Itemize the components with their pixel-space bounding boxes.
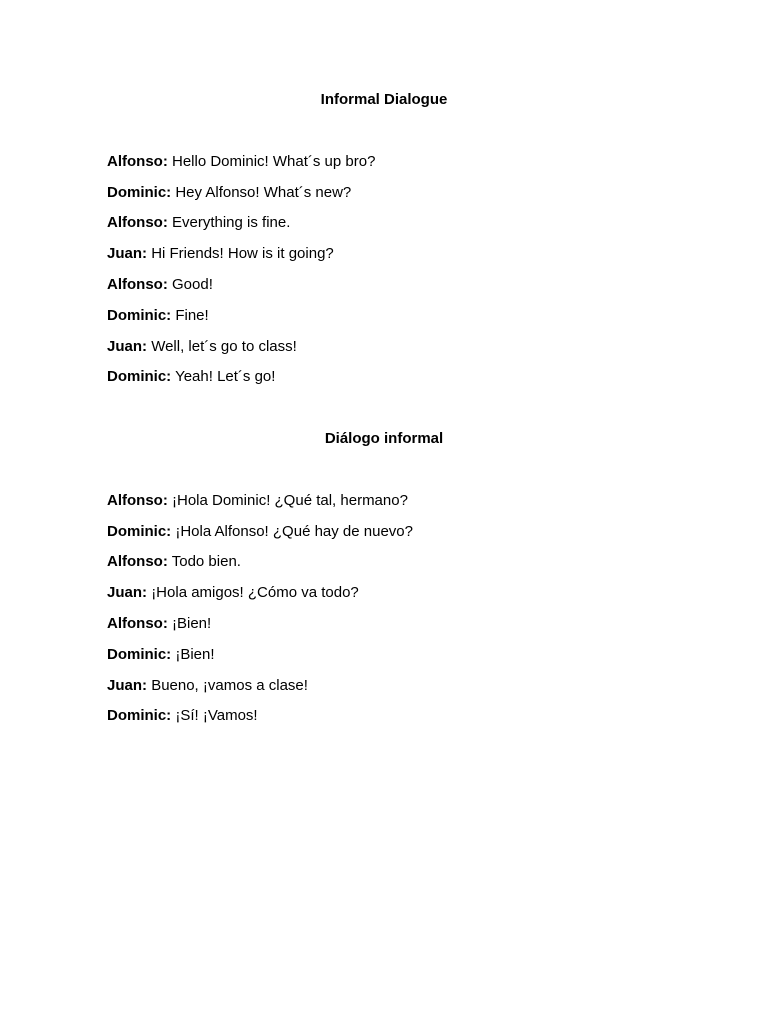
spanish-title: Diálogo informal — [324, 430, 444, 447]
speaker-label: Dominic: — [107, 646, 172, 663]
speaker-label: Dominic: — [107, 184, 172, 201]
spanish-line-1 — [107, 492, 408, 510]
speaker-label: Dominic: — [107, 707, 172, 724]
dialogue-text: Hey Alfonso! What´s new? — [175, 184, 352, 201]
english-line-8 — [107, 368, 275, 386]
spanish-line-3 — [107, 553, 241, 571]
dialogue-text: ¡Hola amigos! ¿Cómo va todo? — [151, 584, 359, 601]
english-line-2 — [107, 184, 351, 202]
dialogue-text: ¡Bien! — [175, 646, 215, 663]
speaker-label: Alfonso: — [107, 276, 168, 293]
dialogue-text: ¡Bien! — [172, 615, 212, 632]
spanish-line-6 — [107, 646, 215, 664]
speaker-label: Alfonso: — [107, 214, 168, 231]
speaker-label: Dominic: — [107, 368, 172, 385]
english-line-4 — [107, 245, 334, 263]
english-line-7 — [107, 338, 297, 356]
speaker-label: Dominic: — [107, 307, 172, 324]
dialogue-text: Yeah! Let´s go! — [175, 368, 276, 385]
dialogue-text: Good! — [172, 276, 213, 293]
english-line-6 — [107, 307, 209, 325]
dialogue-text: Fine! — [175, 307, 209, 324]
spanish-line-7 — [107, 677, 308, 695]
english-line-1 — [107, 153, 375, 171]
speaker-label: Dominic: — [107, 523, 172, 540]
dialogue-text: Todo bien. — [171, 553, 241, 570]
speaker-label: Juan: — [107, 584, 148, 601]
dialogue-text: Hello Dominic! What´s up bro? — [172, 153, 376, 170]
dialogue-text: Bueno, ¡vamos a clase! — [151, 677, 308, 694]
english-line-5 — [107, 276, 213, 294]
english-line-3 — [107, 214, 290, 232]
speaker-label: Juan: — [107, 338, 148, 355]
dialogue-text: Hi Friends! How is it going? — [151, 245, 334, 262]
dialogue-text: ¡Hola Dominic! ¿Qué tal, hermano? — [172, 492, 408, 509]
speaker-label: Juan: — [107, 677, 148, 694]
speaker-label: Juan: — [107, 245, 148, 262]
dialogue-text: ¡Hola Alfonso! ¿Qué hay de nuevo? — [175, 523, 413, 540]
spanish-line-2 — [107, 523, 413, 541]
dialogue-text: Well, let´s go to class! — [151, 338, 297, 355]
dialogue-text: Everything is fine. — [172, 214, 291, 231]
speaker-label: Alfonso: — [107, 492, 168, 509]
speaker-label: Alfonso: — [107, 153, 168, 170]
spanish-line-8 — [107, 707, 258, 725]
english-title: Informal Dialogue — [320, 91, 448, 108]
spanish-line-4 — [107, 584, 359, 602]
dialogue-text: ¡Sí! ¡Vamos! — [175, 707, 258, 724]
spanish-line-5 — [107, 615, 211, 633]
speaker-label: Alfonso: — [107, 553, 168, 570]
speaker-label: Alfonso: — [107, 615, 168, 632]
